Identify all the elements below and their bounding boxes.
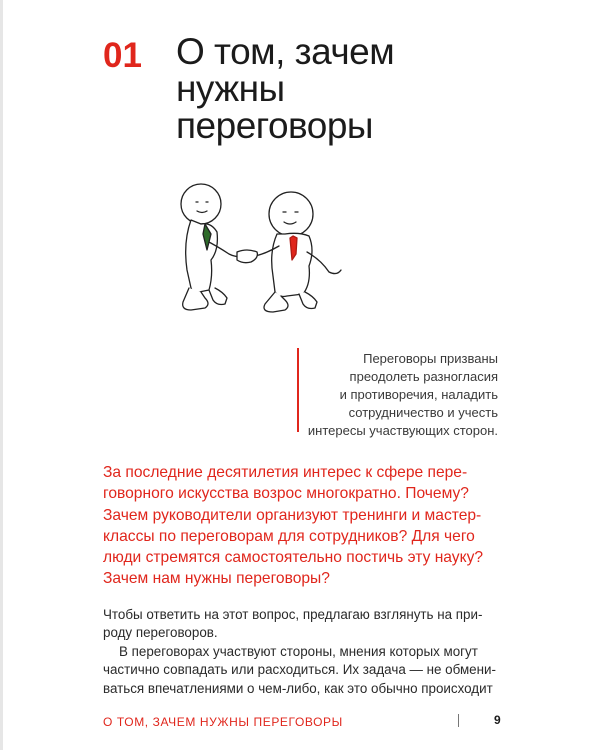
side-note-line: сотрудничество и учесть [348,405,498,420]
body-line: В переговорах участвуют стороны, мнения которых могут [119,643,478,659]
chapter-title [176,33,496,144]
right-figure-head [269,192,313,236]
right-figure-foot-back [299,292,317,309]
body-line: Чтобы ответить на этот вопрос, предлагаю взглянуть на при- [103,607,483,622]
running-footer-title: О ТОМ, ЗАЧЕМ НУЖНЫ ПЕРЕГОВОРЫ [103,715,343,729]
lead-line: Зачем руководители организуют тренинги и мастер- [103,506,482,524]
lead-line: говорного искусства возрос многократно. Почему? [103,485,469,503]
left-figure-foot-back [209,288,227,305]
lead-line: классы по переговорам для сотрудников? Для чего [103,527,475,545]
side-note [300,350,498,440]
body-line: роду переговоров. [103,625,218,641]
lead-line: люди стремятся самостоятельно постичь эту науку? [103,549,484,567]
side-note-line: Переговоры призваны [363,351,498,366]
side-note-line: преодолеть разногласия [349,369,498,384]
body-paragraphs [103,606,513,698]
chapter-title-line: О том, зачем [176,31,395,72]
handshake-illustration [165,180,365,320]
left-figure-head [181,184,221,224]
page-edge [0,0,3,750]
side-note-line: интересы участвующих сторон. [307,423,498,438]
chapter-number: 01 [103,36,142,75]
lead-line: Зачем нам нужны переговоры? [103,570,330,588]
body-line: ваться впечатлениями о чем-либо, как это обычно происходит [103,680,493,696]
chapter-title-line: переговоры [176,105,374,146]
chapter-title-line: нужны [176,68,285,109]
handshake-hands [237,250,257,263]
right-figure-back-arm [307,252,341,274]
footer-divider [458,714,459,727]
side-note-line: и противоречия, наладить [339,387,498,402]
page-number: 9 [494,713,501,727]
left-figure-body [186,220,218,293]
side-note-rule [297,348,299,432]
lead-paragraph [103,462,523,590]
lead-line: За последние десятилетия интерес к сфере пере- [103,464,468,481]
body-line: частично совпадать или расходиться. Их задача — не обмени- [103,662,496,678]
